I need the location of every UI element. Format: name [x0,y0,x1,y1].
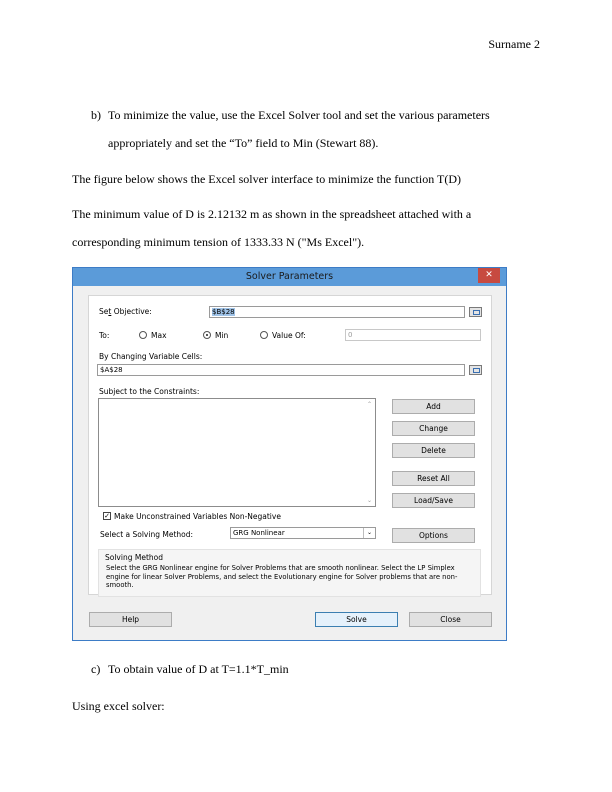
page-header-surname: Surname 2 [488,37,540,51]
chevron-down-icon[interactable]: ⌄ [363,528,375,538]
change-button[interactable]: Change [392,421,475,436]
max-radio[interactable] [139,331,147,339]
item-c-text: To obtain value of D at T=1.1*T_min [108,662,289,676]
collapse-dialog-icon[interactable] [469,307,482,317]
solving-method-label: Select a Solving Method: [100,530,194,539]
changing-cells-input[interactable]: $A$28 [97,364,465,376]
solve-button[interactable]: Solve [315,612,398,627]
using-solver-paragraph: Using excel solver: [72,699,165,713]
delete-button[interactable]: Delete [392,443,475,458]
dialog-titlebar [73,268,506,286]
solving-method-description: Select the GRG Nonlinear engine for Solver Problems that are smooth nonlinear. Select the LP Simplex engine for linear Solver Problems, and select the Evolutionary engine for Solver problems that are non-smooth. [106,564,458,589]
unconstrained-label: Make Unconstrained Variables Non-Negative [114,512,281,521]
solving-method-info [98,549,481,597]
solver-parameters-dialog [72,267,507,641]
scroll-down-icon[interactable]: ⌄ [366,497,372,504]
list-marker-b: b) [91,108,101,122]
changing-cells-label: By Changing Variable Cells: [99,352,203,361]
add-button[interactable]: Add [392,399,475,414]
item-b-line-1: To minimize the value, use the Excel Solver tool and set the various parameters [108,108,490,122]
list-marker-c: c) [91,662,101,676]
constraints-list[interactable] [98,398,376,507]
constraints-label: Subject to the Constraints: [99,387,200,396]
value-of-radio[interactable] [260,331,268,339]
collapse-dialog-icon[interactable] [469,365,482,375]
set-objective-label: Set Objective: [99,307,152,316]
to-label: To: [99,331,110,340]
help-button[interactable]: Help [89,612,172,627]
reset-all-button[interactable]: Reset All [392,471,475,486]
minimum-value-line-2: corresponding minimum tension of 1333.33 N ("Ms Excel"). [72,235,365,249]
solving-method-select[interactable]: GRG Nonlinear ⌄ [230,527,376,539]
max-label: Max [151,331,167,340]
min-label: Min [215,331,229,340]
figure-intro-paragraph: The figure below shows the Excel solver interface to minimize the function T(D) [72,172,461,186]
scroll-up-icon[interactable]: ⌃ [366,401,372,408]
dialog-title: Solver Parameters [245,271,334,282]
options-button[interactable]: Options [392,528,475,543]
value-of-input[interactable]: 0 [345,329,481,341]
minimum-value-line-1: The minimum value of D is 2.12132 m as shown in the spreadsheet attached with a [72,207,472,221]
unconstrained-checkbox[interactable]: ✓ [104,512,110,520]
set-objective-input[interactable]: $B$28 [209,306,465,318]
load-save-button[interactable]: Load/Save [392,493,475,508]
value-of-label: Value Of: [272,331,306,340]
close-icon[interactable]: ✕ [478,268,500,283]
solving-method-title: Solving Method [105,553,163,562]
close-button[interactable]: Close [409,612,492,627]
min-radio[interactable] [203,331,211,339]
item-b-line-2: appropriately and set the “To” field to Min (Stewart 88). [108,136,379,150]
